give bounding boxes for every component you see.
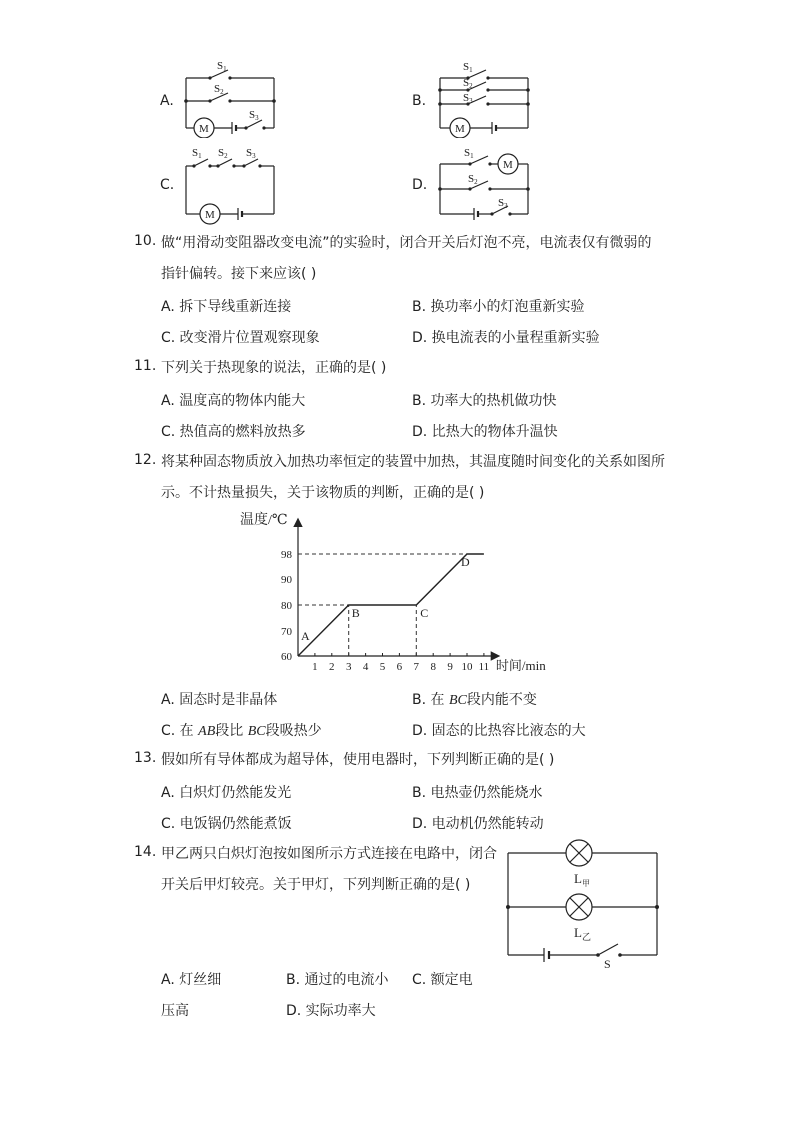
- point-label-d: D: [461, 555, 470, 569]
- y-tick-label: 70: [281, 626, 292, 638]
- q9d-s2-label: S2: [468, 173, 478, 186]
- q9-option-a-label: A.: [160, 93, 174, 109]
- y-tick-label: 98: [281, 549, 292, 561]
- q12-stem-line2: 示。不计热量损失，关于该物质的判断，正确的是( ): [161, 485, 485, 501]
- x-axis-title: 时间/min: [495, 658, 546, 673]
- q12-choice-c-mid: 段比: [215, 723, 244, 739]
- q9b-s1-label: S1: [463, 61, 473, 74]
- x-tick-label: 7: [413, 661, 420, 673]
- q9-circuit-a: [180, 58, 280, 138]
- q9c-s2-label: S2: [218, 147, 228, 160]
- q12-number: 12.: [134, 452, 157, 468]
- y-axis-title: 温度/℃: [240, 513, 288, 528]
- q9a-motor-label: M: [199, 123, 209, 135]
- q12-choice-d[interactable]: D. 固态的比热容比液态的大: [412, 723, 586, 739]
- x-tick-label: 5: [379, 661, 386, 673]
- q14-switch-label: S: [604, 957, 611, 970]
- q13-number: 13.: [134, 750, 157, 766]
- y-tick-label: 90: [281, 574, 292, 586]
- q13-stem: 假如所有导体都成为超导体，使用电器时，下列判断正确的是( ): [161, 752, 555, 768]
- q12-choice-b-segment: BC: [448, 693, 467, 708]
- q12-choice-a[interactable]: A. 固态时是非晶体: [161, 692, 278, 708]
- q11-choice-d[interactable]: D. 比热大的物体升温快: [412, 424, 558, 440]
- q14-parallel-lamp-circuit: [500, 838, 666, 970]
- q12-choice-b-suffix: 段内能不变: [466, 692, 537, 708]
- q9b-s3-label: S3: [463, 92, 473, 105]
- x-tick-label: 9: [447, 661, 453, 673]
- q12-stem-line1: 将某种固态物质放入加热功率恒定的装置中加热，其温度随时间变化的关系如图所: [161, 454, 665, 470]
- point-label-a: A: [301, 629, 310, 643]
- q12-choice-c-segment2: BC: [247, 724, 266, 739]
- q9-circuit-b: [434, 58, 534, 138]
- q11-choice-b[interactable]: B. 功率大的热机做功快: [412, 393, 557, 409]
- q10-choice-d[interactable]: D. 换电流表的小量程重新实验: [412, 330, 600, 346]
- q9d-s1-label: S1: [464, 147, 474, 160]
- q9-option-d-label: D.: [412, 177, 428, 193]
- x-tick-label: 10: [461, 661, 473, 673]
- y-tick-label: 60: [281, 651, 292, 663]
- q9b-s2-label: S2: [463, 77, 473, 90]
- q14-choice-c-wrap[interactable]: 压高: [161, 1003, 189, 1019]
- q9c-motor-label: M: [205, 209, 215, 221]
- q14-stem-line2: 开关后甲灯较亮。关于甲灯，下列判断正确的是( ): [161, 877, 471, 893]
- temperature-curve: [298, 554, 484, 656]
- q10-choice-c[interactable]: C. 改变滑片位置观察现象: [161, 330, 320, 346]
- q10-stem-line2: 指针偏转。接下来应该( ): [161, 266, 317, 282]
- q14-lamp-yi-label: $L_乙$: [574, 925, 591, 943]
- q9a-s2-label: S2: [214, 83, 224, 96]
- q13-choice-c[interactable]: C. 电饭锅仍然能煮饭: [161, 816, 292, 832]
- q11-stem: 下列关于热现象的说法，正确的是( ): [161, 360, 387, 376]
- q10-choice-b[interactable]: B. 换功率小的灯泡重新实验: [412, 299, 585, 315]
- temperature-time-chart: [228, 506, 548, 684]
- q13-choice-b[interactable]: B. 电热壶仍然能烧水: [412, 785, 543, 801]
- q11-choice-c[interactable]: C. 热值高的燃料放热多: [161, 424, 306, 440]
- q9d-s3-label: S3: [498, 197, 508, 210]
- q9-option-c-label: C.: [160, 177, 175, 193]
- q12-choice-b-prefix: B. 在: [412, 692, 445, 708]
- q10-stem-line1: 做“用滑动变阻器改变电流”的实验时，闭合开关后灯泡不亮，电流表仅有微弱的: [161, 235, 652, 251]
- q9a-s3-label: S3: [249, 109, 259, 122]
- q12-choice-c-prefix: C. 在: [161, 723, 194, 739]
- q13-choice-d[interactable]: D. 电动机仍然能转动: [412, 816, 544, 832]
- q10-choice-a[interactable]: A. 拆下导线重新连接: [161, 299, 292, 315]
- q9c-s1-label: S1: [192, 147, 202, 160]
- q9-circuit-c: [180, 144, 280, 226]
- q12-choice-c[interactable]: [161, 720, 322, 740]
- q12-choice-b[interactable]: [412, 689, 537, 709]
- x-tick-label: 8: [430, 661, 436, 673]
- y-tick-label: 80: [281, 600, 292, 612]
- q14-number: 14.: [134, 844, 157, 860]
- q11-choice-a[interactable]: A. 温度高的物体内能大: [161, 393, 306, 409]
- point-label-b: B: [351, 606, 360, 620]
- x-tick-label: 3: [345, 661, 352, 673]
- q9a-s1-label: S1: [217, 60, 227, 73]
- q9d-motor-label: M: [503, 159, 513, 171]
- q12-choice-c-segment1: AB: [198, 724, 216, 739]
- q14-choice-c[interactable]: C. 额定电: [412, 972, 473, 988]
- x-tick-label: 2: [329, 661, 335, 673]
- point-label-c: C: [420, 606, 429, 620]
- q14-choice-b[interactable]: B. 通过的电流小: [286, 972, 389, 988]
- q10-number: 10.: [134, 233, 157, 249]
- q13-choice-a[interactable]: A. 白炽灯仍然能发光: [161, 785, 292, 801]
- q14-lamp-jia-label: $L_甲$: [574, 871, 590, 888]
- q14-choice-a[interactable]: A. 灯丝细: [161, 972, 222, 988]
- x-tick-label: 1: [312, 661, 318, 673]
- q12-choice-c-suffix: 段吸热少: [265, 723, 322, 739]
- x-tick-label: 11: [478, 661, 490, 673]
- q9-option-b-label: B.: [412, 93, 427, 109]
- x-tick-label: 6: [396, 661, 403, 673]
- q9b-motor-label: M: [455, 123, 465, 135]
- q9-circuit-d: [434, 144, 534, 226]
- q14-choice-d[interactable]: D. 实际功率大: [286, 1003, 376, 1019]
- q11-number: 11.: [134, 358, 157, 374]
- q9c-s3-label: S3: [246, 147, 256, 160]
- q14-stem-line1: 甲乙两只白炽灯泡按如图所示方式连接在电路中，闭合: [161, 846, 497, 862]
- x-tick-label: 4: [362, 661, 369, 673]
